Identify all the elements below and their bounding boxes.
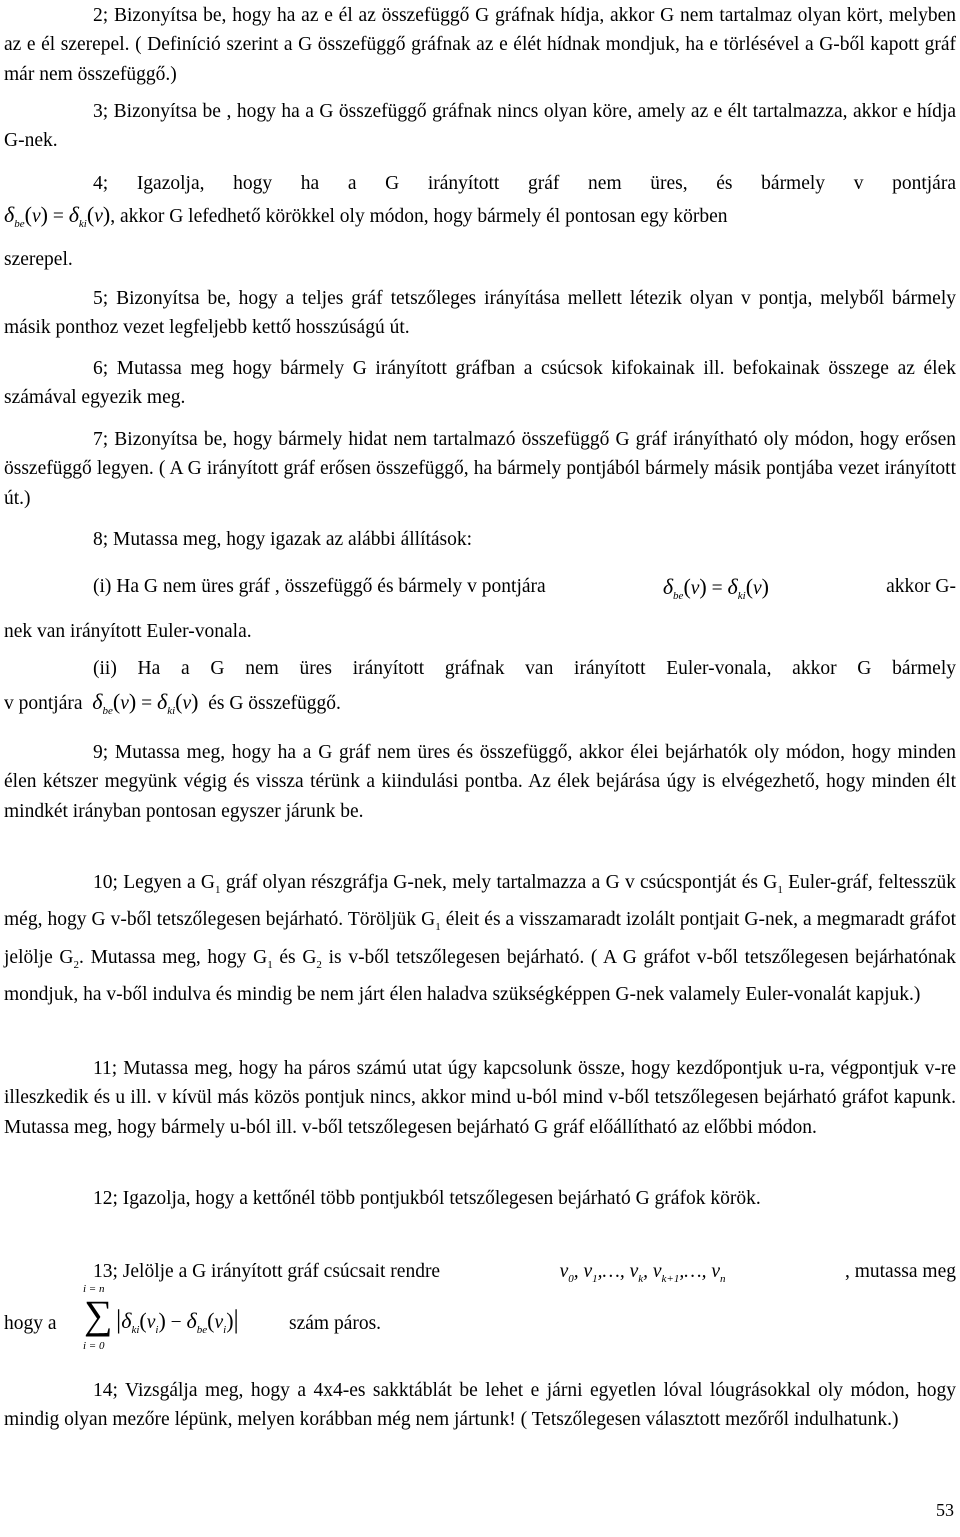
paragraph-5: 5; Bizonyítsa be, hogy a teljes gráf tetszőleges irányítása mellett létezik olyan v pontja, melyből bármely másik ponthoz vezet legfeljebb kettő hosszúságú út. [4, 288, 956, 339]
degree-equation: $\delta_{be}(v) = \delta_{ki}(v)$ [662, 574, 769, 602]
sum-lower-limit: i = 0 [83, 1340, 105, 1352]
sum-expression: $|\delta_{ki}(v_i) - \delta_{be}(v_i)|$ [116, 1305, 239, 1336]
paragraph-4-line-1: 4; Igazolja, hogy ha a G irányított gráf nem üres, és bármely v pontjára [93, 173, 956, 194]
sum-upper-limit: i = n [83, 1283, 105, 1295]
paragraph-8-ii-tail: és G összefüggő. [208, 693, 341, 715]
paragraph-8: 8; Mutassa meg, hogy igazak az alábbi állítások: [93, 529, 473, 550]
paragraph-13-end: szám páros. [289, 1313, 382, 1334]
paragraph-8-ii [4, 654, 956, 727]
subscript: 1 [435, 921, 441, 934]
paragraph-8-i [4, 572, 956, 647]
paragraph-11: 11; Mutassa meg, hogy ha páros számú utat úgy kapcsolunk össze, hogy kezdőpontjuk u-ra, végpontjuk v-re illeszkedik és u ill. v kívül más közös pontjuk nincs, akkor mind u-ból mind v-ből tetszőlegesen bejárható gráfot kapunk. Mutassa meg, hogy bármely u-ból ill. v-ből tetszőlegesen bejárható G gráf előállítható az előbbi módon. [4, 1058, 956, 1138]
paragraph-7: 7; Bizonyítsa be, hogy bármely hidat nem tartalmazó összefüggő G gráf irányítható oly módon, hogy erősen összefüggő legyen. ( A G irányított gráf erősen összefüggő, ha bármely pontjából bármely másik pontjába vezet irányított út.) [4, 429, 956, 509]
paragraph-13-hogy: hogy a [4, 1313, 57, 1334]
p10-seg: Euler-gráf, feltesszük még, hogy G v-ből tetszőlegesen bejárható. Töröljük G [4, 872, 956, 931]
paragraph-4-line-3: szerepel. [4, 248, 73, 270]
paragraph-8-i-line-1 [4, 572, 956, 611]
paragraph-6: 6; Mutassa meg hogy bármely G irányított gráfban a csúcsok kifokainak ill. befokainak összege az élek számával egyezik meg. [4, 358, 956, 409]
paragraph-14: 14; Vizsgálja meg, hogy a 4x4-es sakktáblát be lehet e járni egyetlen lóval lóugrásokkal oly módon, hogy mindig olyan mezőre lépünk, melyen korábban még nem jártunk! ( Tetszőlegesen választott mezőről indulhatunk.) [4, 1380, 956, 1431]
paragraph-3: 3; Bizonyítsa be , hogy ha a G összefüggő gráfnak nincs olyan köre, amely az e élt tartalmazza, akkor e hídja G-nek. [4, 101, 956, 152]
paragraph-4-text: , akkor G lefedhető körökkel oly módon, hogy bármely él pontosan egy körben [110, 206, 728, 228]
paragraph-9: 9; Mutassa meg, hogy ha a G gráf nem üres és összefüggő, akkor élei bejárhatók oly módon, hogy minden élen kétszer megyünk végig és vissza térünk a kiindulási pontba. Az élek bejárása úgy is elvégezhető, hogy minden élt mindkét irányban pontosan egyszer járunk be. [4, 742, 956, 822]
paragraph-12: 12; Igazolja, hogy a kettőnél több pontjukból tetszőlegesen bejárható G gráfok körök. [93, 1188, 761, 1209]
vertex-list: $v_0$, $v_1,\dots$, $v_k$, $v_{k+1},\dots$, $v_n$ [559, 1261, 726, 1285]
paragraph-8-i-text: (i) Ha G nem üres gráf , összefüggő és bármely v pontjára [93, 576, 546, 597]
p10-seg: . Mutassa meg, hogy G [79, 946, 268, 968]
p10-seg: gráf olyan részgráfja G-nek, mely tartalmazza a G v csúcspontját és G [220, 872, 778, 893]
paragraph-4-line-2 [4, 200, 956, 239]
paragraph-2: 2; Bizonyítsa be, hogy ha az e él az összefüggő G gráfnak hídja, akkor G nem tartalmaz olyan kört, melyben az e él szerepel. ( Definíció szerint a G összefüggő gráfnak az e élét hídnak mondjuk, ha e törlésével a G-ből kapott gráf már nem összefüggő.) [4, 5, 956, 85]
paragraph-8-ii-line-2 [4, 687, 956, 726]
paragraph-8-i-line-2: nek van irányított Euler-vonala. [4, 621, 252, 643]
subscript: 1 [215, 884, 221, 896]
p10-seg: 10; Legyen a G [93, 872, 216, 893]
paragraph-13 [4, 1257, 956, 1357]
degree-equation: $\delta_{be}(v) = \delta_{ki}(v)$ [92, 689, 199, 718]
paragraph-10 [4, 868, 956, 1009]
page-number: 53 [936, 1500, 954, 1520]
paragraph-13-text: 13; Jelölje a G irányított gráf csúcsait rendre [93, 1261, 441, 1282]
paragraph-8-i-tail: akkor G- [886, 576, 956, 597]
degree-equation: $\delta_{be}(v) = \delta_{ki}(v)$ [4, 202, 111, 231]
subscript: 1 [267, 958, 273, 971]
sum-symbol: ∑ [84, 1292, 113, 1337]
paragraph-4 [4, 169, 956, 274]
paragraph-8-ii-line-1: (ii) Ha a G nem üres irányított gráfnak van irányított Euler-vonala, akkor G bármely [93, 658, 956, 679]
subscript: 2 [316, 958, 322, 971]
p10-seg: éleit és a visszamaradt izolált pontjait G-nek, a megmaradt gráfot jelölje G [4, 909, 956, 968]
sum-line [4, 1283, 956, 1353]
paragraph-8-ii-text: v pontjára [4, 693, 83, 715]
p10-seg: is v-ből tetszőlegesen bejárható. ( A G gráfot v-ből tetszőlegesen bejárhatónak mondjuk, ha v-ből indulva és mindig be nem járt élen haladva szükségképpen G-nek valamely Euler-vonalát kapjuk.) [4, 946, 956, 1005]
subscript: 1 [777, 884, 783, 896]
paragraph-13-tail: , mutassa meg [844, 1261, 956, 1282]
subscript: 2 [73, 958, 80, 971]
p10-seg: és G [272, 946, 317, 968]
